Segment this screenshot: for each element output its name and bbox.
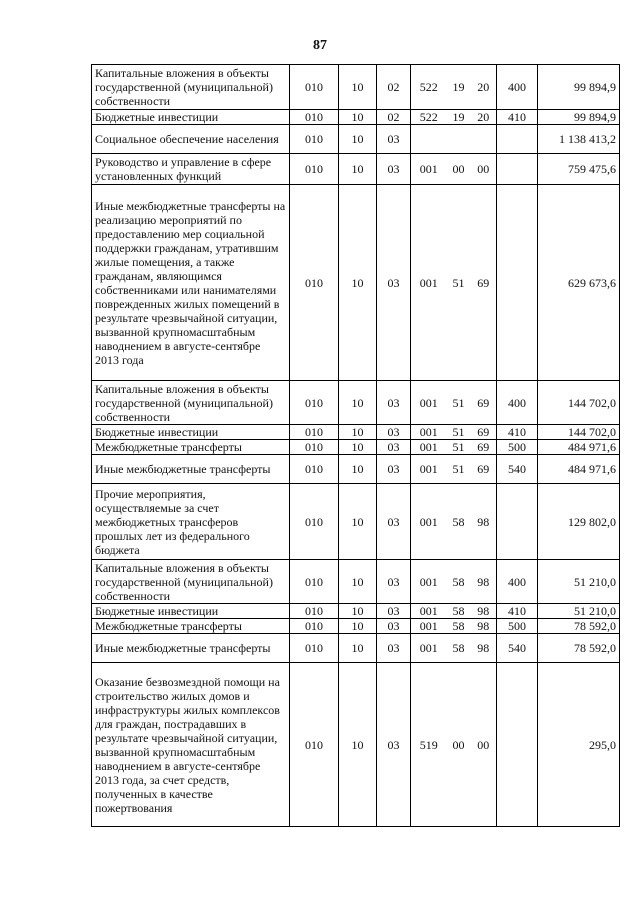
expense-type-cell: 400 <box>497 65 538 110</box>
section-code-cell: 10 <box>339 185 377 381</box>
row-name-cell: Иные межбюджетные трансферты <box>92 634 290 663</box>
row-name-cell: Капитальные вложения в объекты государственной (муниципальной) собственности <box>92 381 290 425</box>
expense-type-cell: 540 <box>497 455 538 484</box>
table-row <box>92 381 620 425</box>
target-article-part1-cell: 001 <box>411 440 447 455</box>
ved-code-cell: 010 <box>290 125 339 154</box>
amount-cell: 144 702,0 <box>538 381 620 425</box>
target-article-part2-cell: 51 <box>447 425 471 440</box>
ved-code-cell: 010 <box>290 484 339 560</box>
expense-type-cell: 410 <box>497 604 538 619</box>
target-article-part3-cell: 98 <box>471 634 497 663</box>
page-number: 87 <box>313 38 327 53</box>
row-name-cell: Прочие мероприятия, осуществляемые за счет межбюджетных трансферов прошлых лет из федерального бюджета <box>92 484 290 560</box>
target-article-part2-cell: 51 <box>447 185 471 381</box>
target-article-part3-cell: 20 <box>471 110 497 125</box>
section-code-cell: 10 <box>339 65 377 110</box>
subsection-code-cell: 02 <box>377 110 411 125</box>
target-article-part1-cell: 001 <box>411 425 447 440</box>
target-article-part1-cell: 001 <box>411 634 447 663</box>
row-name-cell: Межбюджетные трансферты <box>92 619 290 634</box>
ved-code-cell: 010 <box>290 381 339 425</box>
section-code-cell: 10 <box>339 110 377 125</box>
subsection-code-cell: 03 <box>377 663 411 827</box>
expense-type-cell <box>497 154 538 185</box>
section-code-cell: 10 <box>339 154 377 185</box>
ved-code-cell: 010 <box>290 604 339 619</box>
target-article-part1-cell <box>411 125 447 154</box>
target-article-part3-cell: 98 <box>471 484 497 560</box>
target-article-part2-cell: 00 <box>447 154 471 185</box>
ved-code-cell: 010 <box>290 110 339 125</box>
subsection-code-cell: 03 <box>377 440 411 455</box>
target-article-part3-cell: 98 <box>471 604 497 619</box>
row-name-cell: Бюджетные инвестиции <box>92 604 290 619</box>
expense-type-cell: 500 <box>497 619 538 634</box>
table-row <box>92 185 620 381</box>
target-article-part2-cell: 58 <box>447 634 471 663</box>
expense-type-cell: 400 <box>497 560 538 604</box>
subsection-code-cell: 03 <box>377 604 411 619</box>
section-code-cell: 10 <box>339 619 377 634</box>
target-article-part3-cell: 69 <box>471 455 497 484</box>
ved-code-cell: 010 <box>290 154 339 185</box>
section-code-cell: 10 <box>339 484 377 560</box>
row-name-cell: Оказание безвозмездной помощи на строительство жилых домов и инфраструктуры жилых комплексов для граждан, пострадавших в результате чрезвычайной ситуации, вызванной крупномасштабным наводнением в августе-сентябре 2013 года, за счет средств, полученных в качестве пожертвования <box>92 663 290 827</box>
ved-code-cell: 010 <box>290 185 339 381</box>
target-article-part2-cell: 51 <box>447 381 471 425</box>
subsection-code-cell: 03 <box>377 125 411 154</box>
table-row <box>92 125 620 154</box>
amount-cell: 51 210,0 <box>538 560 620 604</box>
table-row <box>92 560 620 604</box>
target-article-part1-cell: 522 <box>411 65 447 110</box>
target-article-part2-cell: 58 <box>447 484 471 560</box>
target-article-part2-cell: 58 <box>447 604 471 619</box>
ved-code-cell: 010 <box>290 65 339 110</box>
section-code-cell: 10 <box>339 125 377 154</box>
ved-code-cell: 010 <box>290 455 339 484</box>
table-row <box>92 484 620 560</box>
amount-cell: 144 702,0 <box>538 425 620 440</box>
target-article-part2-cell: 51 <box>447 440 471 455</box>
budget-table <box>91 64 620 827</box>
target-article-part3-cell: 00 <box>471 154 497 185</box>
section-code-cell: 10 <box>339 455 377 484</box>
expense-type-cell <box>497 125 538 154</box>
target-article-part3-cell: 00 <box>471 663 497 827</box>
subsection-code-cell: 03 <box>377 185 411 381</box>
table-row <box>92 65 620 110</box>
table-row <box>92 440 620 455</box>
row-name-cell: Межбюджетные трансферты <box>92 440 290 455</box>
section-code-cell: 10 <box>339 560 377 604</box>
row-name-cell: Капитальные вложения в объекты государственной (муниципальной) собственности <box>92 560 290 604</box>
target-article-part1-cell: 001 <box>411 604 447 619</box>
table-row <box>92 619 620 634</box>
ved-code-cell: 010 <box>290 663 339 827</box>
budget-table-body <box>92 65 620 827</box>
section-code-cell: 10 <box>339 663 377 827</box>
amount-cell: 759 475,6 <box>538 154 620 185</box>
subsection-code-cell: 03 <box>377 154 411 185</box>
table-row <box>92 634 620 663</box>
amount-cell: 78 592,0 <box>538 619 620 634</box>
expense-type-cell <box>497 663 538 827</box>
table-row <box>92 154 620 185</box>
expense-type-cell: 500 <box>497 440 538 455</box>
target-article-part3-cell: 98 <box>471 619 497 634</box>
target-article-part1-cell: 522 <box>411 110 447 125</box>
amount-cell: 78 592,0 <box>538 634 620 663</box>
target-article-part3-cell: 69 <box>471 185 497 381</box>
amount-cell: 51 210,0 <box>538 604 620 619</box>
target-article-part1-cell: 001 <box>411 185 447 381</box>
table-row <box>92 455 620 484</box>
target-article-part1-cell: 001 <box>411 619 447 634</box>
amount-cell: 484 971,6 <box>538 440 620 455</box>
amount-cell: 629 673,6 <box>538 185 620 381</box>
subsection-code-cell: 03 <box>377 381 411 425</box>
amount-cell: 484 971,6 <box>538 455 620 484</box>
target-article-part3-cell: 69 <box>471 425 497 440</box>
ved-code-cell: 010 <box>290 560 339 604</box>
target-article-part1-cell: 001 <box>411 154 447 185</box>
target-article-part3-cell: 69 <box>471 440 497 455</box>
subsection-code-cell: 03 <box>377 560 411 604</box>
section-code-cell: 10 <box>339 440 377 455</box>
target-article-part3-cell: 20 <box>471 65 497 110</box>
section-code-cell: 10 <box>339 604 377 619</box>
subsection-code-cell: 03 <box>377 484 411 560</box>
target-article-part3-cell: 98 <box>471 560 497 604</box>
target-article-part3-cell <box>471 125 497 154</box>
expense-type-cell: 410 <box>497 110 538 125</box>
subsection-code-cell: 02 <box>377 65 411 110</box>
amount-cell: 129 802,0 <box>538 484 620 560</box>
row-name-cell: Социальное обеспечение населения <box>92 125 290 154</box>
amount-cell: 295,0 <box>538 663 620 827</box>
row-name-cell: Бюджетные инвестиции <box>92 425 290 440</box>
section-code-cell: 10 <box>339 634 377 663</box>
subsection-code-cell: 03 <box>377 425 411 440</box>
subsection-code-cell: 03 <box>377 619 411 634</box>
expense-type-cell: 410 <box>497 425 538 440</box>
ved-code-cell: 010 <box>290 425 339 440</box>
ved-code-cell: 010 <box>290 619 339 634</box>
target-article-part2-cell: 19 <box>447 110 471 125</box>
target-article-part2-cell <box>447 125 471 154</box>
subsection-code-cell: 03 <box>377 634 411 663</box>
expense-type-cell: 540 <box>497 634 538 663</box>
target-article-part1-cell: 001 <box>411 560 447 604</box>
target-article-part2-cell: 00 <box>447 663 471 827</box>
expense-type-cell <box>497 185 538 381</box>
target-article-part1-cell: 001 <box>411 455 447 484</box>
table-row <box>92 663 620 827</box>
section-code-cell: 10 <box>339 425 377 440</box>
table-row <box>92 110 620 125</box>
amount-cell: 99 894,9 <box>538 110 620 125</box>
row-name-cell: Иные межбюджетные трансферты на реализацию мероприятий по предоставлению мер социальной поддержки гражданам, утратившим жилые помещения, а также гражданам, являющимся собственниками или нанимателями поврежденных жилых помещений в результате чрезвычайной ситуации, вызванной крупномасштабным наводнением в августе-сентябре 2013 года <box>92 185 290 381</box>
row-name-cell: Бюджетные инвестиции <box>92 110 290 125</box>
row-name-cell: Иные межбюджетные трансферты <box>92 455 290 484</box>
target-article-part2-cell: 51 <box>447 455 471 484</box>
amount-cell: 1 138 413,2 <box>538 125 620 154</box>
target-article-part1-cell: 001 <box>411 381 447 425</box>
subsection-code-cell: 03 <box>377 455 411 484</box>
section-code-cell: 10 <box>339 381 377 425</box>
row-name-cell: Капитальные вложения в объекты государственной (муниципальной) собственности <box>92 65 290 110</box>
table-row <box>92 425 620 440</box>
target-article-part1-cell: 001 <box>411 484 447 560</box>
row-name-cell: Руководство и управление в сфере установленных функций <box>92 154 290 185</box>
amount-cell: 99 894,9 <box>538 65 620 110</box>
target-article-part2-cell: 58 <box>447 560 471 604</box>
target-article-part2-cell: 58 <box>447 619 471 634</box>
ved-code-cell: 010 <box>290 634 339 663</box>
expense-type-cell: 400 <box>497 381 538 425</box>
target-article-part2-cell: 19 <box>447 65 471 110</box>
expense-type-cell <box>497 484 538 560</box>
table-row <box>92 604 620 619</box>
target-article-part1-cell: 519 <box>411 663 447 827</box>
target-article-part3-cell: 69 <box>471 381 497 425</box>
ved-code-cell: 010 <box>290 440 339 455</box>
